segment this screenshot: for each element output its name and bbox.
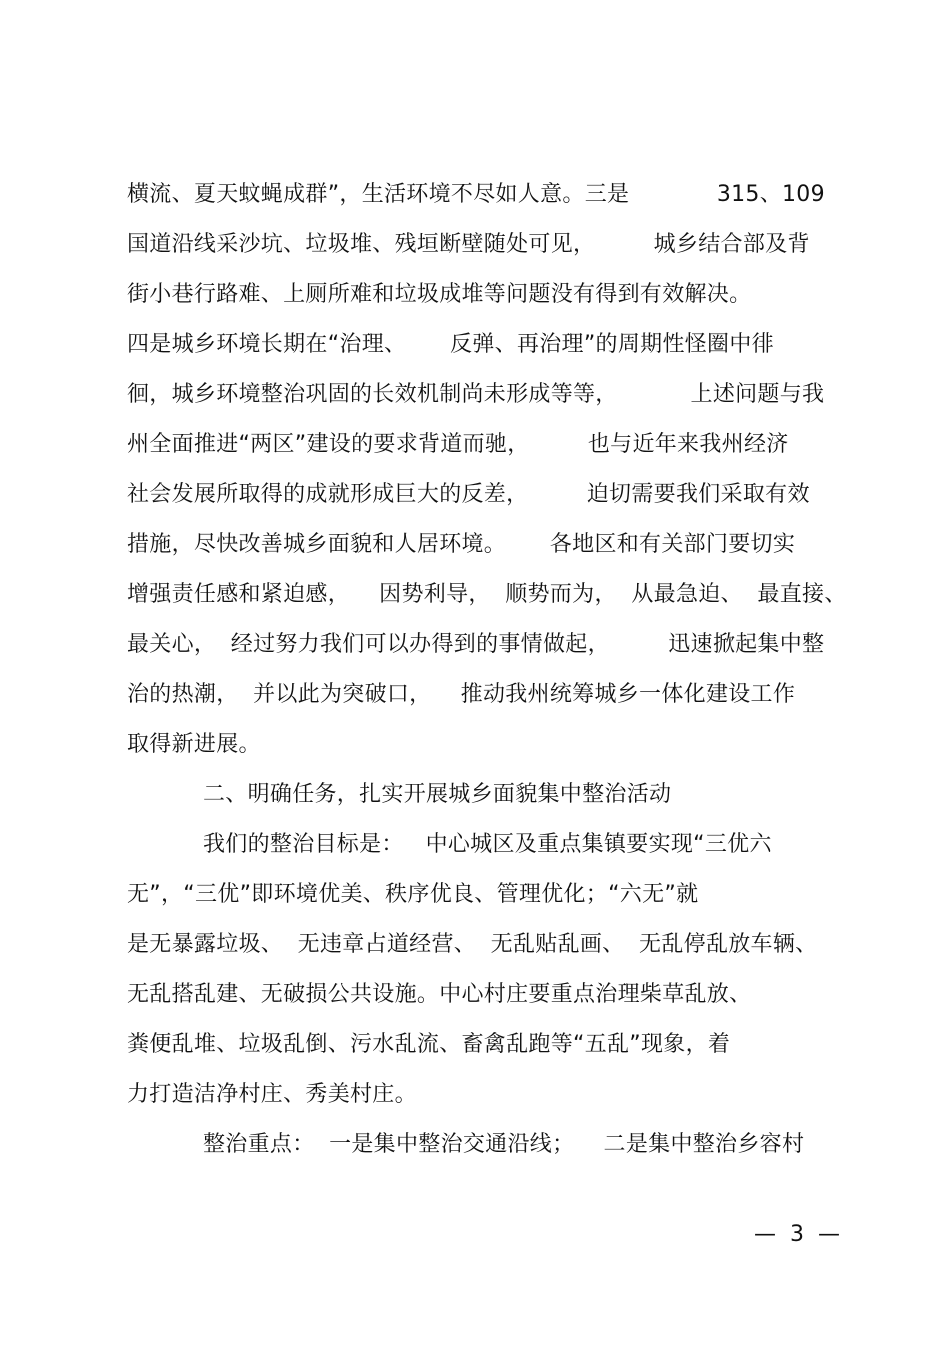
text-line: 整治重点： 一是集中整治交通沿线； 二是集中整治乡容村: [203, 1132, 805, 1157]
section-heading: 二、明确任务，扎实开展城乡面貌集中整治活动: [203, 782, 672, 807]
text-line: 力打造洁净村庄、秀美村庄。: [127, 1082, 417, 1107]
text-line: 是无暴露垃圾、 无违章占道经营、 无乱贴乱画、 无乱停乱放车辆、: [127, 932, 818, 957]
text-line: 街小巷行路难、上厕所难和垃圾成堆等问题没有得到有效解决。: [127, 282, 752, 307]
text-line: 横流、夏天蚊蝇成群”，生活环境不尽如人意。三是 315、109: [127, 182, 825, 207]
text-line: 社会发展所取得的成就形成巨大的反差， 迫切需要我们采取有效: [127, 482, 810, 507]
text-line: 徊，城乡环境整治巩固的长效机制尚未形成等等， 上述问题与我: [127, 382, 825, 407]
text-line: 无”，“三优”即环境优美、秩序优良、管理优化；“六无”就: [127, 882, 699, 907]
text-line: 最关心， 经过努力我们可以办得到的事情做起， 迅速掀起集中整: [127, 632, 825, 657]
text-line: 州全面推进“两区”建设的要求背道而驰， 也与近年来我州经济: [127, 432, 789, 457]
text-line: 措施，尽快改善城乡面貌和人居环境。 各地区和有关部门要切实: [127, 532, 796, 557]
text-line: 四是城乡环境长期在“治理、 反弹、再治理”的周期性怪圈中徘: [127, 332, 774, 357]
text-line: 国道沿线采沙坑、垃圾堆、残垣断壁随处可见， 城乡结合部及背: [127, 232, 810, 257]
page-number: — 3 —: [754, 1222, 840, 1247]
text-line: 无乱搭乱建、无破损公共设施。中心村庄要重点治理柴草乱放、: [127, 982, 752, 1007]
text-line: 取得新进展。: [127, 732, 261, 757]
text-line: 治的热潮， 并以此为突破口， 推动我州统筹城乡一体化建设工作: [127, 682, 796, 707]
text-line: 我们的整治目标是： 中心城区及重点集镇要实现“三优六: [203, 832, 772, 857]
text-line: 粪便乱堆、垃圾乱倒、污水乱流、畜禽乱跑等“五乱”现象，着: [127, 1032, 731, 1057]
text-line: 增强责任感和紧迫感， 因势利导， 顺势而为， 从最急迫、 最直接、: [127, 582, 847, 607]
